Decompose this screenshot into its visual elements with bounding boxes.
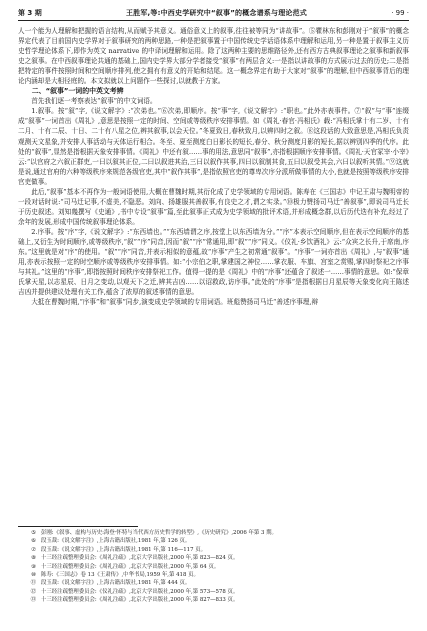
footnote: ⑪ 段玉裁:《说文解字注》,上海古籍出版社,1981 年,第 444 页。 [30, 580, 191, 587]
footnote: ⑥ 段玉裁:《说文解字注》,上海古籍出版社,1981 年,第 126 页。 [31, 538, 191, 545]
paragraph: 2.序事。按“序”字,《说文解字》:“东西墙也。”“东西墙谓之序,按堂上以东西墙为分。”“序”本表示空间顺序,但在表示空间顺序的基础上,又衍生为时间顺序,或等级秩序,“叙”“序”同音,因而“叙”“序”常通用,即“叙”“序”同义。《仪礼·乡饮酒礼》云:“众宾之长升,于席南,序东。”这里就是对“序”的使用。“叙”“序”同音,并表示相似的意蕴,故“序事”产生之初常通“叙事”。“序事”一词亦首出《周礼》,与“叙事”通用,亦表示按照一定的时空顺序或等级秩序安排事情。如:“小宗伯之职,掌建国之神位……掌衣服、车旗、宫室之赏赐,掌四时祭祀之序事与其礼。”这里的“序事”,即指按照时间秩序安排祭祀工作。值得一提的是《周礼》中的“序事”还蕴含了叙述一……事情的意思。如:“保章氏掌天星,以志星辰、日月之变动,以观天下之迁,辨其吉凶……以诏救政,访序事。”此处的“序事”是指根据日月星辰等天象变化向王陈述吉凶并提供建议处理有关工作,蕴含了浓厚的叙述事情的意思。 [18, 227, 409, 297]
paragraph: 此后,“叙事”基本不再作为一般词语使用,大概在曹魏时期,其衍化成了史学领域的专用词语。陈寿在《三国志》中记王肃与魏明帝的一段对话时说:“司马迁记事,不虚美,不隐恶。刘向、扬雄服其善叙事,有良史之才,谓之实录。”⑩极力赞扬司马迁“善叙事”,即说司马迁长于历史叙述。刘知幾撰写《史通》,书中专设“叙事”篇,至此叙事正式成为史学领域的批评术语,并形成概念群,以后历代迭有补充,经过了余年的发展,形成中国传统叙事理论体系。 [18, 187, 409, 226]
paragraph: 大抵在曹魏时期,“序事”和“叙事”同步,演变成史学领域的专用词语。班彪赞扬司马迁“善述序事理,辩 [31, 298, 319, 307]
footnote: ⑦ 段玉裁:《说文解字注》,上海古籍出版社,1981 年,第 116—117 页。 [31, 546, 206, 553]
footnote: ⑩ 陈寿:《三国志》卷 13《王肃传》,中华书局,1959 年,第 418 页。 [31, 572, 199, 579]
running-header [18, 8, 409, 21]
running-title: 王胜军,等:中西史学研究中“叙事”的概念谱系与理论范式 [125, 9, 307, 17]
paragraph: 人一个能为人理解和把握的语言结构,从而赋予其意义。通俗意义上的叙事,往往被等同为“讲故事”。⑤瞿林东和彭刚对于“叙事”的概念界定代表了目前国内史学界对于叙事研究的两种思路,一种是把叙事置于中国传统史学话语体系中理解和运用,另一种是置于叙事主义历史哲学理论体系下,即作为英文 narrative 的中译词理解和运用。除了这两种主要的思维路径外,还有西方古典叙事理论之叙事和新叙事史之叙事。在中西叙事理论共通的基础上,国内史学界大部分学者接受“叙事”有两层含义:一是指以讲故事的方式展示过去的历史;二是指把特定的事件按照时间和空间顺序排列,使之拥有有意义的开始和结尾。这一概念界定有助于大家对“叙事”的理解,但中西叙事背后的理论内涵却是大相径庭的。本文拟就以上问题作一些探讨,以就教于方家。 [18, 27, 409, 86]
article-body [18, 26, 409, 307]
page-number: · 99 · [391, 9, 409, 17]
footnote: ⑤ 彭刚:《叙事、虚构与历史:海登·怀特与当代西方历史哲学的转型》,《历史研究》,2006 年第 3 期。 [31, 530, 277, 536]
paragraph: 首先我们逐一考察表达“叙事”的中文词语。 [31, 97, 157, 106]
footnote: ⑨ 十三经注疏整理委员会:《周礼注疏》,北京大学出版社,2000 年,第 64 页。 [31, 563, 220, 570]
section-heading: 二、“叙事”一词的中英文考辨 [31, 87, 124, 96]
paragraph: 1.叙事。按“叙”字,《说文解字》:“次弟也。”⑥次弟,即顺序。按“事”字,《说文解字》:“职也。”此外亦表事件。⑦“叙”与“事”连缀成“叙事”一词首出《周礼》,意思是按照一定的时间、空间或等级秩序安排事情。如《周礼·春官·冯相氏》载:“冯相氏掌十有二岁、十有二月、十有二辰、十日、二十有八星之位,辨其叙事,以会天位。”冬夏致日,春秋致月,以辨四时之叙。⑧这段话的大致意思是,冯相氏负责观测天文星象,并安排人事活动与天体运行相合。冬至、夏至测度白日影长的短长,春分、秋分测度月影的短长,据以辨别四季的代序。此处的“叙事”,显然是指根据天象安排事情。《周礼》中还有叙……事的用法,意思同“叙事”,亦指根据顺序安排事情。《周礼·天官冢宰·小宰》云:“以官府之六叙正群吏,一曰以叙其正位,二曰以叙进其治,三曰以叙作其事,四曰以叙制其食,五曰以叙受其会,六曰以叙听其情。”⑨这就是说,通过官府的六种等级秩序来规范各级官吏,其中“叙作其事”,是指依照官吏的尊卑次序分派所做事情的大小,也就是按照等级秩序安排官吏做事。 [18, 107, 409, 186]
footnote: ⑧ 十三经注疏整理委员会:《周礼注疏》,北京大学出版社,2000 年,第 823—824 页。 [31, 555, 239, 562]
footnotes [18, 526, 409, 605]
page [18, 8, 409, 307]
footnote-divider [18, 526, 138, 527]
footnote: ⑫ 十三经注疏整理委员会:《仪礼注疏》,北京大学出版社,2000 年,第 573—578 页。 [30, 588, 239, 595]
issue-label: 第 3 期 [18, 9, 42, 17]
footnote: ⑬ 十三经注疏整理委员会:《周礼注疏》,北京大学出版社,2000 年,第 827—833 页。 [30, 597, 239, 604]
